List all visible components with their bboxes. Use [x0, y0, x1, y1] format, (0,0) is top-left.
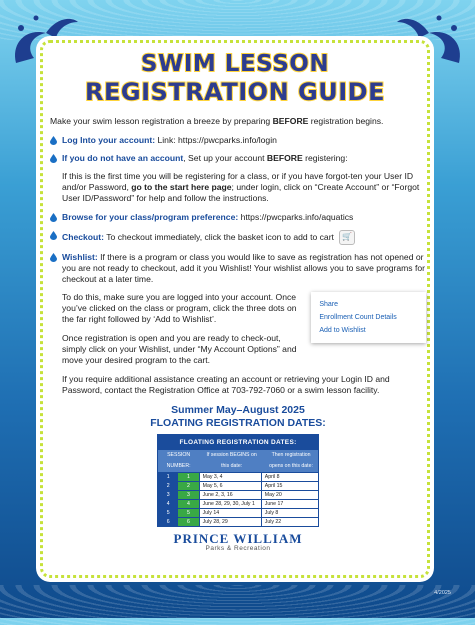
login-label: Log Into your account: — [62, 135, 156, 145]
bullet-no-account: If you do not have an account, Set up your account BEFORE registering: — [50, 153, 426, 164]
menu-item-share[interactable]: Share — [319, 301, 339, 308]
basket-icon[interactable]: 🛒 — [339, 230, 355, 245]
title-line-1: SWIM LESSON — [140, 51, 330, 77]
guide-body — [50, 116, 426, 554]
bullet-checkout: Checkout: To checkout immediately, click the basket icon to add to cart 🛒 — [50, 230, 426, 245]
wishlist-steps — [50, 292, 426, 374]
table-row: 1 1 May 3, 4 April 8 — [158, 472, 318, 481]
water-drop-icon — [50, 253, 57, 262]
water-drop-icon — [50, 213, 57, 222]
table-row: 5 5 July 14 July 8 — [158, 508, 318, 517]
revision-date: 4/2025 — [434, 590, 451, 596]
water-drop-icon — [50, 231, 57, 240]
table-row: 6 6 July 28, 29 July 22 — [158, 517, 318, 526]
table-header-row: SESSION NUMBER: If session BEGINS on this date: Then registration opens on this date: — [158, 450, 318, 472]
first-time-text: If this is the first time you will be registering for a class, or if you have forgot-ten your User ID and/or Password, go to the start here page; under login, click on “Create Account” or “Forgot User ID/Password” for help and follow the instructions. — [62, 171, 420, 203]
menu-item-enrollment[interactable]: Enrollment Count Details — [319, 314, 397, 321]
title-line-2: REGISTRATION GUIDE — [85, 78, 385, 106]
login-link[interactable]: Link: https://pwcparks.info/login — [155, 135, 277, 145]
bullet-login — [50, 135, 426, 146]
table-row: 3 3 June 2, 3, 16 May 20 — [158, 490, 318, 499]
summer-heading: Summer May–August 2025 FLOATING REGISTRATION DATES: — [150, 404, 326, 429]
page-title — [36, 50, 434, 106]
table-row: 2 2 May 5, 6 April 15 — [158, 481, 318, 490]
bullet-wishlist: Wishlist: If there is a program or class you would like to save as registration has not opened or you are not ready to checkout, add it you Wishlist! Your wishlist allows you to save programs for checkout at a later time. — [50, 252, 426, 285]
table-row: 4 4 June 28, 29, 30, July 1 June 17 — [158, 499, 318, 508]
intro-text: Make your swim lesson registration a breeze by preparing BEFORE registration begins. — [50, 116, 384, 126]
wishlist-step-1: To do this, make sure you are logged into your account. Once you’ve clicked on the class or program, click the three dots on the far right followed by ‘Add to Wishlist’. — [62, 292, 297, 324]
start-here-link[interactable]: go to the start here page — [131, 182, 232, 192]
water-drop-icon — [50, 154, 57, 163]
registration-dates-table — [157, 434, 319, 527]
menu-item-add-wishlist[interactable]: Add to Wishlist — [319, 327, 366, 334]
table-title: FLOATING REGISTRATION DATES: — [158, 435, 318, 450]
prince-william-logo: PRINCE WILLIAM Parks & Recreation — [173, 531, 303, 552]
water-drop-icon — [50, 136, 57, 145]
wishlist-step-2: Once registration is open and you are ready to check-out, simply click on your Wishlist, under “My Account Options” and move your desired program to the cart. — [62, 333, 297, 365]
assistance-text: If you require additional assistance creating an account or retrieving your Login ID and Password, contact the Registration Office at 703-792-7060 or a swim lesson facility. — [62, 374, 390, 395]
aquatics-link[interactable]: https://pwcparks.info/aquatics — [238, 212, 354, 222]
guide-card — [36, 36, 434, 582]
water-ripple-bottom — [0, 585, 475, 625]
bullet-browse: Browse for your class/program preference: https://pwcparks.info/aquatics — [50, 212, 426, 223]
context-menu — [311, 292, 426, 343]
